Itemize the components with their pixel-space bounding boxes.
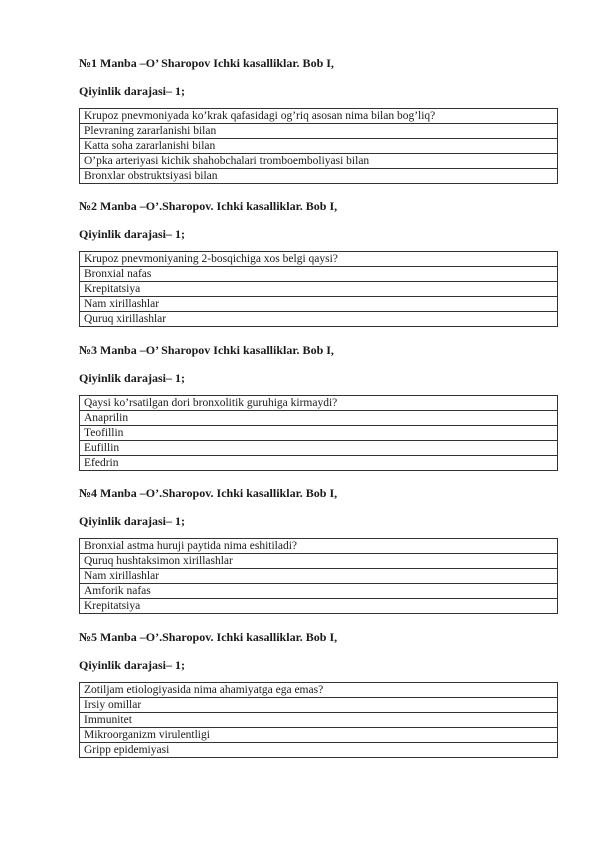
answer-option: Bronxial nafas [80,267,558,282]
answer-option: Nam xirillashlar [80,297,558,312]
answer-row [80,743,558,758]
answer-option: Gripp epidemiyasi [80,743,558,758]
answer-row [80,139,558,154]
question-row [80,252,558,267]
difficulty-level: Qiyinlik darajasi– 1; [79,658,186,672]
question-table [79,682,558,758]
answer-option: Nam xirillashlar [80,569,558,584]
answer-row [80,426,558,441]
answer-row [80,728,558,743]
question-block-1 [79,56,558,184]
question-block-4 [79,486,558,614]
answer-option: Mikroorganizm virulentligi [80,728,558,743]
question-text: Krupoz pnevmoniyada ko’krak qafasidagi og’riq asosan nima bilan bog’liq? [80,109,558,124]
answer-option: Anaprilin [80,411,558,426]
question-heading: №4 Manba –O’.Sharopov. Ichki kasalliklar. Bob I, [79,486,338,500]
answer-row [80,441,558,456]
answer-row [80,584,558,599]
question-heading: №3 Manba –O’ Sharopov Ichki kasalliklar. Bob I, [79,343,334,357]
answer-option: Plevraning zararlanishi bilan [80,124,558,139]
question-heading: №5 Manba –O’.Sharopov. Ichki kasalliklar. Bob I, [79,630,338,644]
answer-row [80,124,558,139]
answer-option: Amforik nafas [80,584,558,599]
difficulty-level: Qiyinlik darajasi– 1; [79,514,186,528]
answer-option: Efedrin [80,456,558,471]
answer-row [80,713,558,728]
answer-option: Eufillin [80,441,558,456]
answer-option: Teofillin [80,426,558,441]
difficulty-level: Qiyinlik darajasi– 1; [79,84,186,98]
answer-row [80,599,558,614]
question-text: Bronxial astma huruji paytida nima eshitiladi? [80,539,558,554]
answer-option: Bronxlar obstruktsiyasi bilan [80,169,558,184]
answer-row [80,698,558,713]
answer-option: Krepitatsiya [80,282,558,297]
question-block-5 [79,630,558,758]
answer-row [80,267,558,282]
question-row [80,539,558,554]
question-table [79,538,558,614]
answer-row [80,154,558,169]
answer-option: Irsiy omillar [80,698,558,713]
question-row [80,109,558,124]
question-table [79,251,558,327]
answer-row [80,411,558,426]
question-table [79,395,558,471]
answer-option: Quruq hushtaksimon xirillashlar [80,554,558,569]
answer-option: Quruq xirillashlar [80,312,558,327]
answer-option: Immunitet [80,713,558,728]
question-row [80,683,558,698]
question-row [80,396,558,411]
question-text: Krupoz pnevmoniyaning 2-bosqichiga xos belgi qaysi? [80,252,558,267]
question-text: Qaysi ko’rsatilgan dori bronxolitik guruhiga kirmaydi? [80,396,558,411]
answer-option: Katta soha zararlanishi bilan [80,139,558,154]
answer-row [80,312,558,327]
difficulty-level: Qiyinlik darajasi– 1; [79,227,186,241]
question-heading: №2 Manba –O’.Sharopov. Ichki kasalliklar. Bob I, [79,199,338,213]
answer-row [80,569,558,584]
question-table [79,108,558,184]
question-block-2 [79,199,558,327]
answer-row [80,169,558,184]
answer-option: O’pka arteriyasi kichik shahobchalari tromboemboliyasi bilan [80,154,558,169]
question-block-3 [79,343,558,471]
answer-row [80,282,558,297]
answer-row [80,297,558,312]
question-text: Zotiljam etiologiyasida nima ahamiyatga ega emas? [80,683,558,698]
difficulty-level: Qiyinlik darajasi– 1; [79,371,186,385]
answer-row [80,456,558,471]
answer-row [80,554,558,569]
question-heading: №1 Manba –O’ Sharopov Ichki kasalliklar. Bob I, [79,56,334,70]
answer-option: Krepitatsiya [80,599,558,614]
